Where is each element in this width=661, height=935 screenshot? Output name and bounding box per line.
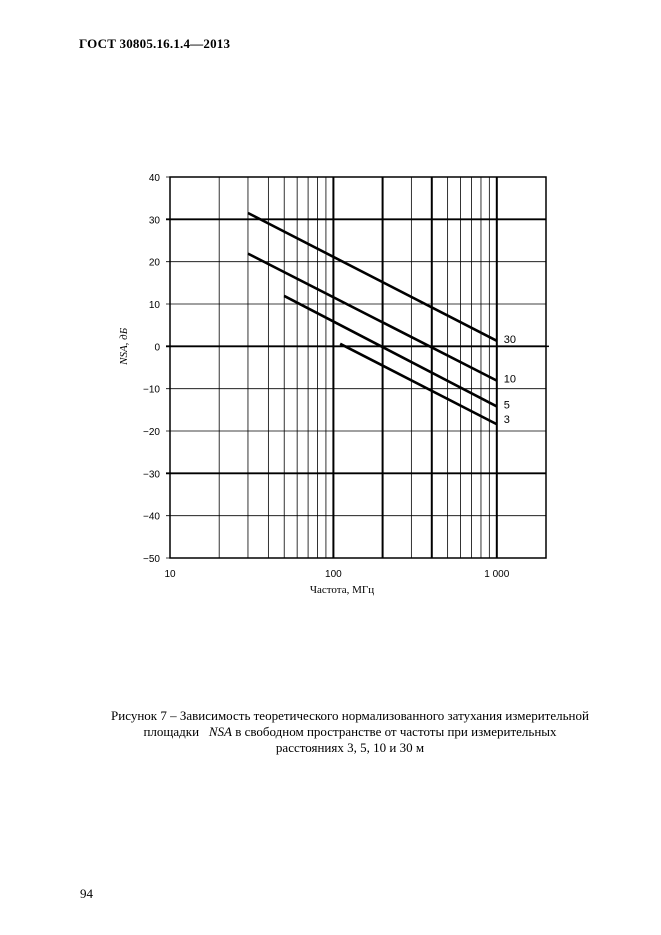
y-tick-label: 20: [148, 257, 160, 269]
y-tick-label: 10: [148, 300, 160, 311]
y-tick-label: −40: [143, 511, 160, 523]
series-line-30: [248, 213, 497, 341]
caption-term-nsa: NSA: [208, 724, 232, 739]
series-label-30: 30: [503, 333, 517, 346]
y-tick-label: 30: [148, 215, 160, 227]
y-tick-label: −10: [143, 384, 160, 396]
caption-line-1: Рисунок 7 – Зависимость теоретического нормализованного затухания измерительной: [111, 708, 589, 723]
x-axis-label: Частота, МГц: [309, 584, 375, 596]
series-label-5: 5: [503, 399, 510, 412]
caption-line-3: расстояниях 3, 5, 10 и 30 м: [275, 740, 425, 755]
y-tick-label: −50: [143, 554, 160, 565]
caption-line-2-prefix: площадки: [143, 724, 200, 739]
y-axis-label: NSA, дБ: [118, 327, 130, 365]
series-line-5: [284, 296, 497, 406]
series-label-10: 10: [503, 373, 517, 386]
y-tick-label: −20: [143, 427, 160, 438]
x-tick-label: 100: [325, 569, 342, 580]
y-tick-label: 0: [154, 342, 160, 354]
x-tick-label: 10: [164, 569, 176, 580]
document-header: ГОСТ 30805.16.1.4—2013: [79, 36, 231, 51]
page-number: 94: [80, 886, 93, 901]
x-tick-label: 1 000: [484, 569, 510, 580]
caption-line-2: [60, 724, 640, 740]
y-tick-label: −30: [143, 469, 160, 481]
figure-caption: [60, 708, 640, 756]
series-label-3: 3: [503, 414, 510, 427]
caption-line-2-rest: в свободном пространстве от частоты при измерительных: [235, 724, 557, 739]
y-tick-label: 40: [148, 173, 160, 184]
series-line-3: [340, 344, 497, 424]
